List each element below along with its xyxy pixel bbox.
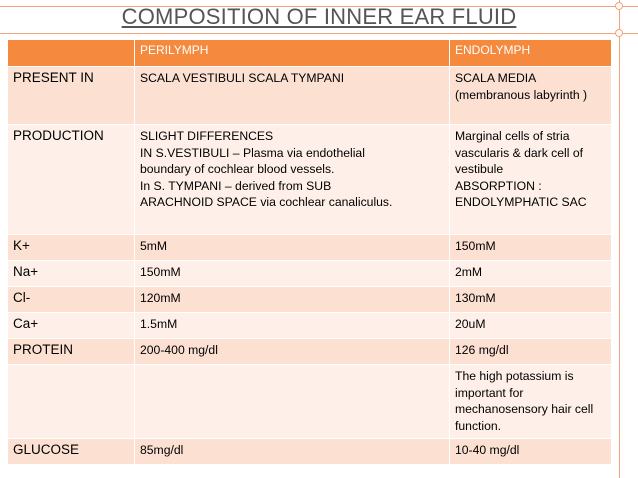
table-row (8, 365, 612, 439)
endolymph-cell: 126 mg/dl (450, 339, 612, 365)
row-label: Ca+ (8, 313, 135, 339)
table-row (8, 67, 612, 125)
header-perilymph: PERILYMPH (135, 40, 450, 67)
row-label: Na+ (8, 261, 135, 287)
row-label: PRESENT IN (8, 67, 135, 125)
perilymph-cell: 150mM (135, 261, 450, 287)
header-empty-cell (8, 40, 135, 67)
slide-title: COMPOSITION OF INNER EAR FLUID (121, 4, 517, 29)
endolymph-cell: 10-40 mg/dl (450, 439, 612, 465)
perilymph-cell (135, 365, 450, 439)
table-row (8, 313, 612, 339)
endolymph-cell: 130mM (450, 287, 612, 313)
endolymph-cell: The high potassium is important for mechanosensory hair cell function. (450, 365, 612, 439)
perilymph-cell: 5mM (135, 235, 450, 261)
table-row (8, 339, 612, 365)
table-row (8, 125, 612, 235)
perilymph-cell: SCALA VESTIBULI SCALA TYMPANI (135, 67, 450, 125)
header-endolymph: ENDOLYMPH (450, 40, 612, 67)
endolymph-cell: SCALA MEDIA (membranous labyrinth ) (450, 67, 612, 125)
right-accent-line (619, 0, 620, 478)
perilymph-cell: SLIGHT DIFFERENCES IN S.VESTIBULI – Plasma via endothelial boundary of cochlear blood vessels. In S. TYMPANI – derived from SUB ARACHNOID SPACE via cochlear canaliculus. (135, 125, 450, 235)
endolymph-cell: 20uM (450, 313, 612, 339)
table-row (8, 261, 612, 287)
row-label: GLUCOSE (8, 439, 135, 465)
composition-table (7, 39, 612, 465)
title-underline-line (0, 33, 638, 34)
table-row (8, 439, 612, 465)
endolymph-cell: Marginal cells of stria vascularis & dark cell of vestibule ABSORPTION : ENDOLYMPHATIC SAC (450, 125, 612, 235)
endolymph-cell: 2mM (450, 261, 612, 287)
perilymph-cell: 200-400 mg/dl (135, 339, 450, 365)
row-label: Cl- (8, 287, 135, 313)
row-label: K+ (8, 235, 135, 261)
table-row (8, 235, 612, 261)
row-label (8, 365, 135, 439)
table-header-row (8, 40, 612, 67)
accent-dot (615, 29, 623, 37)
perilymph-cell: 1.5mM (135, 313, 450, 339)
endolymph-cell: 150mM (450, 235, 612, 261)
perilymph-cell: 85mg/dl (135, 439, 450, 465)
table-row (8, 287, 612, 313)
perilymph-cell: 120mM (135, 287, 450, 313)
row-label: PROTEIN (8, 339, 135, 365)
row-label: PRODUCTION (8, 125, 135, 235)
